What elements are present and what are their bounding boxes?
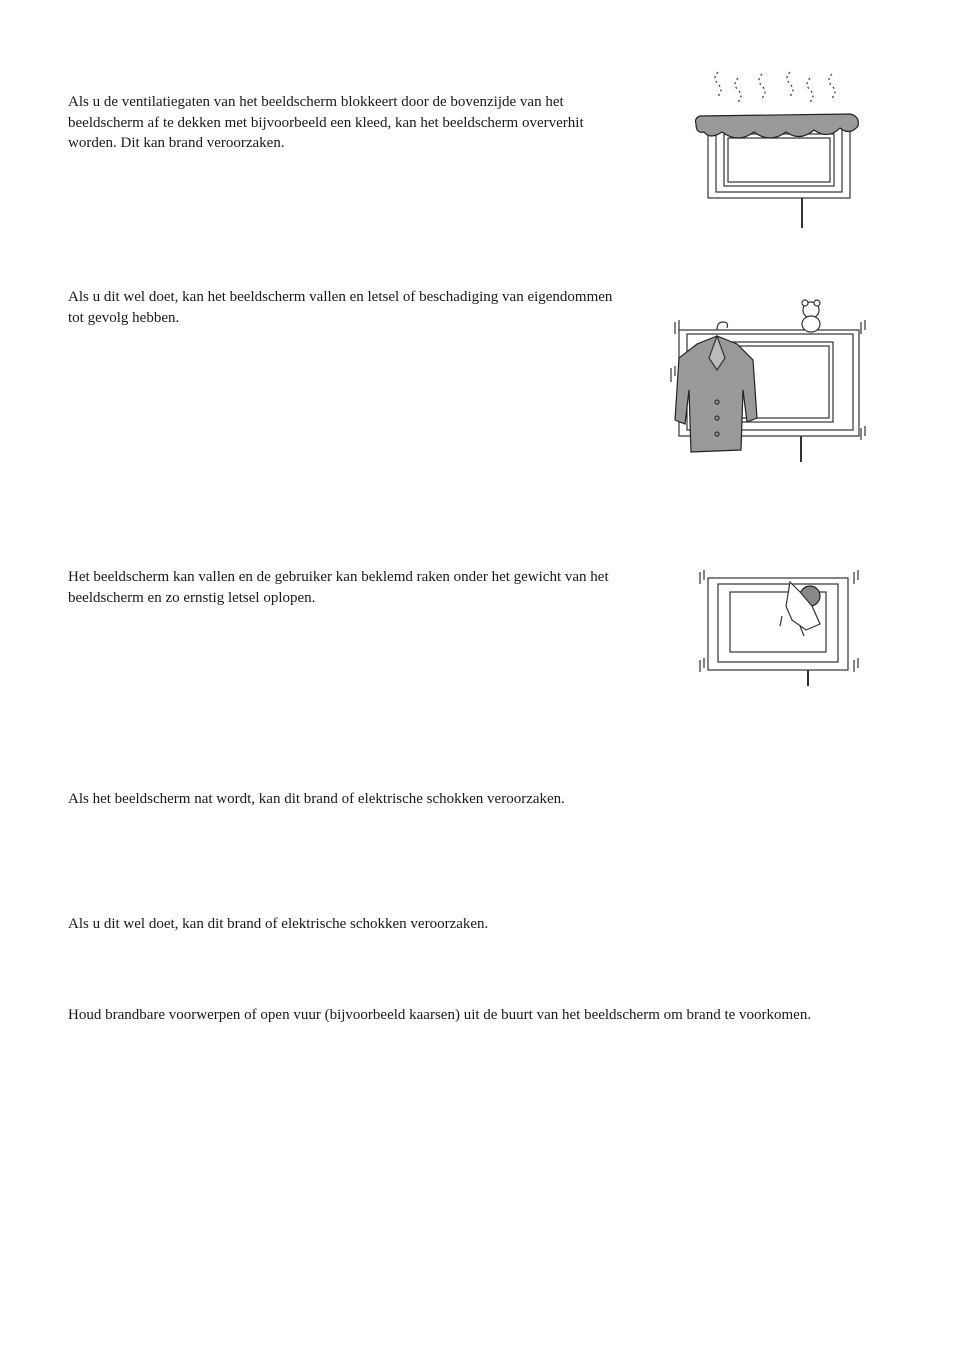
climbing-warning-text: Het beeldscherm kan vallen en de gebruiker kan beklemd raken onder het gewicht van het beeldscherm en zo ernstig letsel oplopen. (68, 569, 609, 606)
ventilation-warning-text: Als u de ventilatiegaten van het beeldscherm blokkeert door de bovenzijde van het beeldscherm af te dekken met bijvoorbeeld een kleed, kan het beeldscherm oververhit worden. Dit kan brand veroorzaken. (68, 94, 584, 151)
teddy-bear-icon (802, 300, 820, 332)
fire-warning-text: Houd brandbare voorwerpen of open vuur (bijvoorbeeld kaarsen) uit de buurt van het beeldscherm om brand te voorkomen. (68, 1007, 812, 1023)
covered-monitor-illustration (690, 66, 865, 232)
child-climbing-illustration (692, 566, 864, 690)
wet-warning-text: Als het beeldscherm nat wordt, kan dit brand of elektrische schokken veroorzaken. (68, 791, 565, 807)
heat-waves-icon (715, 72, 835, 102)
shock-warning-text: Als u dit wel doet, kan dit brand of elektrische schokken veroorzaken. (68, 916, 489, 932)
hanging-warning-text: Als u dit wel doet, kan het beeldscherm vallen en letsel of beschadiging van eigendommen tot gevolg hebben. (68, 289, 613, 326)
monitor-coat-illustration (665, 296, 875, 466)
child-icon (780, 582, 820, 636)
